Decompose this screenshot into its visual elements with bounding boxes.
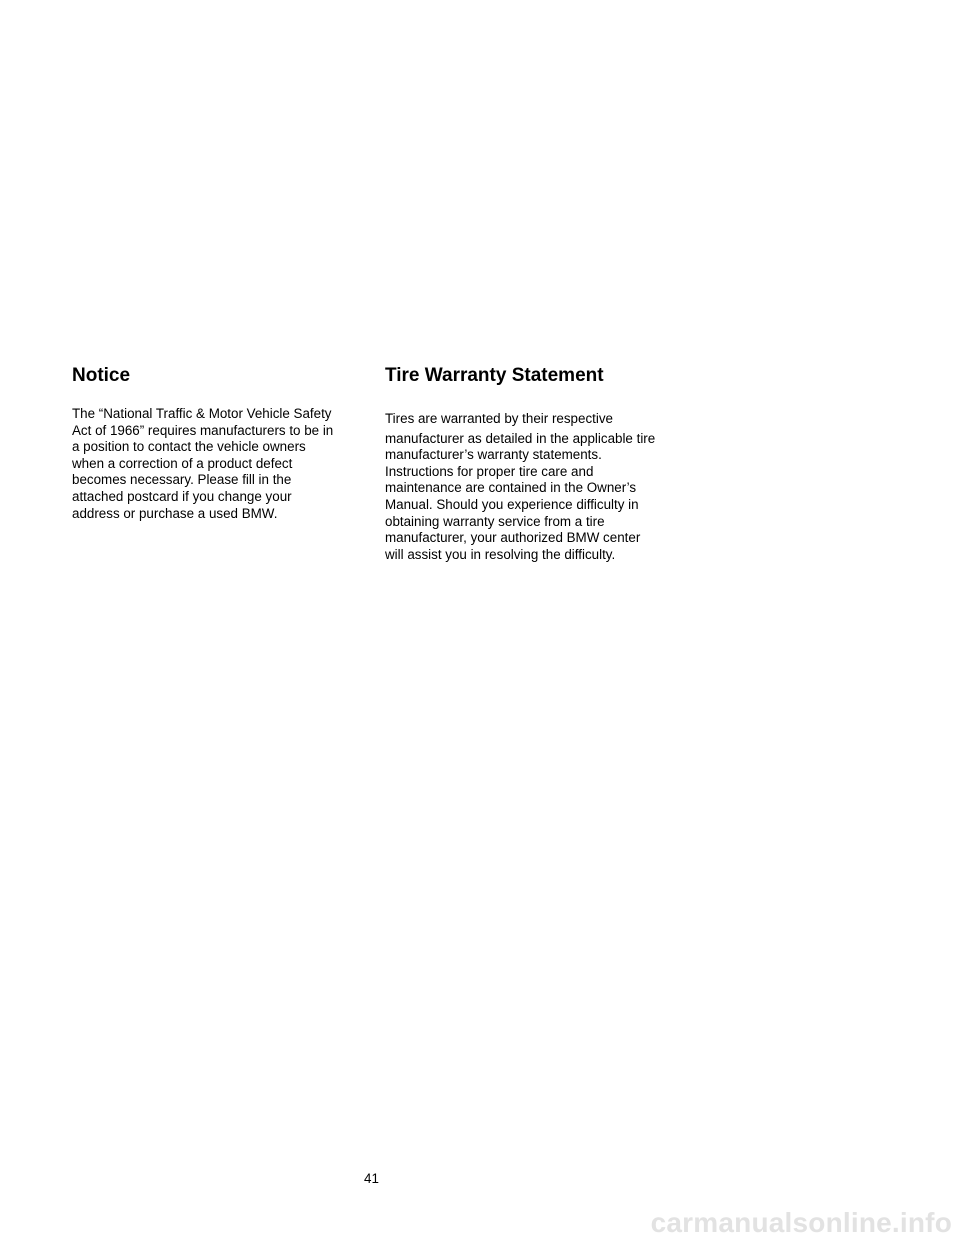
- watermark-text[interactable]: carmanualsonline.info: [650, 1207, 952, 1238]
- notice-paragraph: [72, 406, 362, 522]
- notice-line: The “National Traffic & Motor Vehicle Safety: [72, 406, 332, 421]
- notice-heading: Notice: [72, 365, 131, 386]
- tire-warranty-line: obtaining warranty service from a tire: [385, 513, 605, 529]
- tire-warranty-line: manufacturer’s warranty statements.: [385, 447, 602, 463]
- tire-warranty-line: will assist you in resolving the difficulty.: [385, 546, 616, 562]
- notice-line: address or purchase a used BMW.: [72, 505, 278, 521]
- notice-line: attached postcard if you change your: [72, 488, 292, 504]
- notice-line: becomes necessary. Please fill in the: [72, 472, 292, 488]
- tire-warranty-line: maintenance are contained in the Owner’s: [385, 480, 637, 496]
- tire-warranty-heading: Tire Warranty Statement: [385, 365, 604, 386]
- notice-line: Act of 1966” requires manufacturers to be in: [72, 422, 334, 438]
- notice-line: when a correction of a product defect: [72, 455, 293, 471]
- tire-warranty-line: Manual. Should you experience difficulty in: [385, 496, 639, 512]
- tire-warranty-line: manufacturer as detailed in the applicable tire: [385, 430, 656, 446]
- tire-warranty-line: Tires are warranted by their respective: [385, 411, 613, 426]
- tire-warranty-line: manufacturer, your authorized BMW center: [385, 530, 641, 546]
- page-number: 41: [364, 1171, 379, 1186]
- tire-warranty-paragraph: [385, 411, 685, 563]
- tire-warranty-line: Instructions for proper tire care and: [385, 463, 594, 479]
- notice-line: a position to contact the vehicle owners: [72, 439, 306, 455]
- watermark-bar: [0, 1209, 960, 1242]
